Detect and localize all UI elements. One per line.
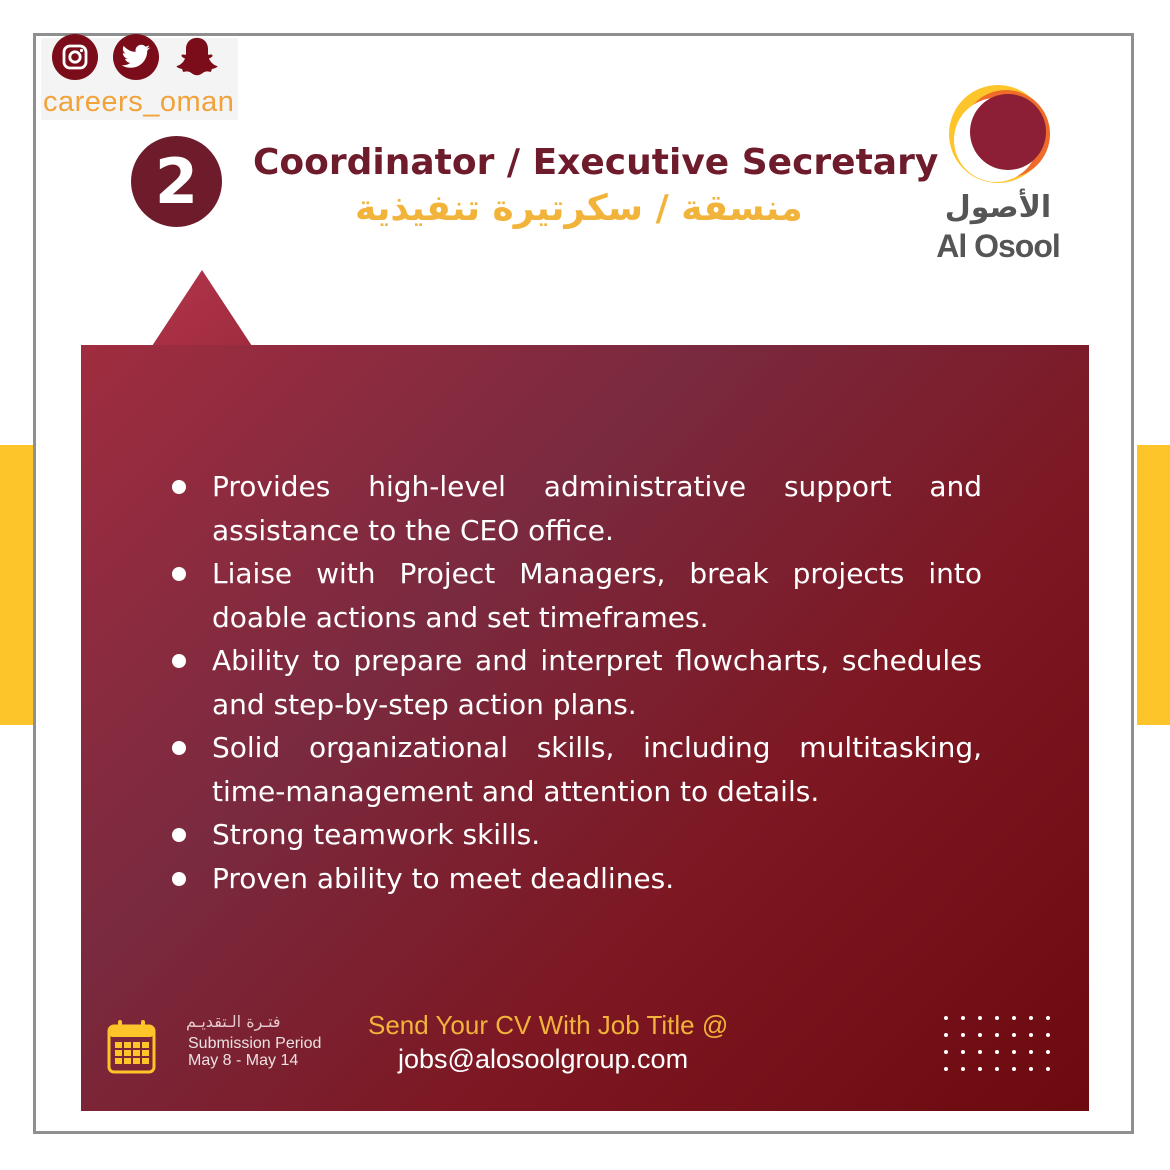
social-handle[interactable]: careers_oman [43, 86, 235, 118]
right-yellow-bar [1137, 445, 1170, 725]
dot [1029, 1016, 1033, 1020]
dot [961, 1016, 965, 1020]
duty-text: Ability to prepare and interpret flowcharts, schedules and step-by-step action plans. [212, 644, 982, 721]
dot [1012, 1067, 1016, 1071]
bullet-icon [172, 480, 186, 494]
submission-period-dates: May 8 - May 14 [188, 1052, 299, 1069]
calendar-icon [107, 1018, 156, 1074]
logo-name-arabic: الأصول [944, 190, 1052, 225]
bullet-icon [172, 741, 186, 755]
job-title-english: Coordinator / Executive Secretary [253, 142, 939, 183]
dot [1046, 1067, 1050, 1071]
instagram-icon[interactable] [52, 34, 98, 80]
twitter-icon[interactable] [113, 34, 159, 80]
submission-period-arabic: فتـرة الـتقديـم [186, 1012, 281, 1031]
bullet-icon [172, 828, 186, 842]
dot [1046, 1033, 1050, 1037]
duties-list [167, 465, 982, 900]
dot [961, 1067, 965, 1071]
duty-text: Liaise with Project Managers, break projects into doable actions and set timeframes. [212, 557, 982, 634]
dot [1046, 1050, 1050, 1054]
panel-pointer-triangle [152, 270, 252, 346]
dot [978, 1033, 982, 1037]
dot [995, 1067, 999, 1071]
dot [978, 1067, 982, 1071]
dot [995, 1033, 999, 1037]
dot [1029, 1033, 1033, 1037]
dot [1029, 1067, 1033, 1071]
bullet-icon [172, 567, 186, 581]
left-yellow-bar [0, 445, 33, 725]
dot [944, 1067, 948, 1071]
duty-item [167, 465, 982, 552]
dot [961, 1033, 965, 1037]
dot [1012, 1033, 1016, 1037]
bullet-icon [172, 872, 186, 886]
duty-text: Strong teamwork skills. [212, 818, 541, 851]
dot [944, 1033, 948, 1037]
decorative-dot-grid [940, 1012, 1060, 1076]
bullet-icon [172, 654, 186, 668]
social-icons [52, 34, 220, 80]
duty-text: Proven ability to meet deadlines. [212, 861, 675, 895]
duty-text: Provides high-level administrative support and assistance to the CEO office. [212, 470, 982, 547]
duty-text: Solid organizational skills, including multitasking, time-management and attention to details. [212, 731, 982, 808]
duty-item [167, 552, 982, 639]
dot [961, 1050, 965, 1054]
dot [1046, 1016, 1050, 1020]
job-title-arabic: منسقة / سكرتيرة تنفيذية [355, 188, 803, 229]
duty-item [167, 857, 982, 901]
position-number-badge: 2 [131, 136, 222, 227]
duty-item [167, 813, 982, 857]
submission-period-label: Submission Period [188, 1035, 322, 1052]
dot [944, 1050, 948, 1054]
snapchat-icon[interactable] [174, 34, 220, 80]
duty-item [167, 639, 982, 726]
dot [995, 1016, 999, 1020]
dot [995, 1050, 999, 1054]
send-cv-instruction: Send Your CV With Job Title @ [368, 1010, 729, 1040]
dot [978, 1050, 982, 1054]
application-email-link[interactable]: jobs@alosoolgroup.com [398, 1044, 689, 1074]
duty-item [167, 726, 982, 813]
dot [1012, 1050, 1016, 1054]
dot [978, 1016, 982, 1020]
dot [944, 1016, 948, 1020]
dot [1029, 1050, 1033, 1054]
dot [1012, 1016, 1016, 1020]
logo-name-english: Al Osool [936, 228, 1060, 264]
